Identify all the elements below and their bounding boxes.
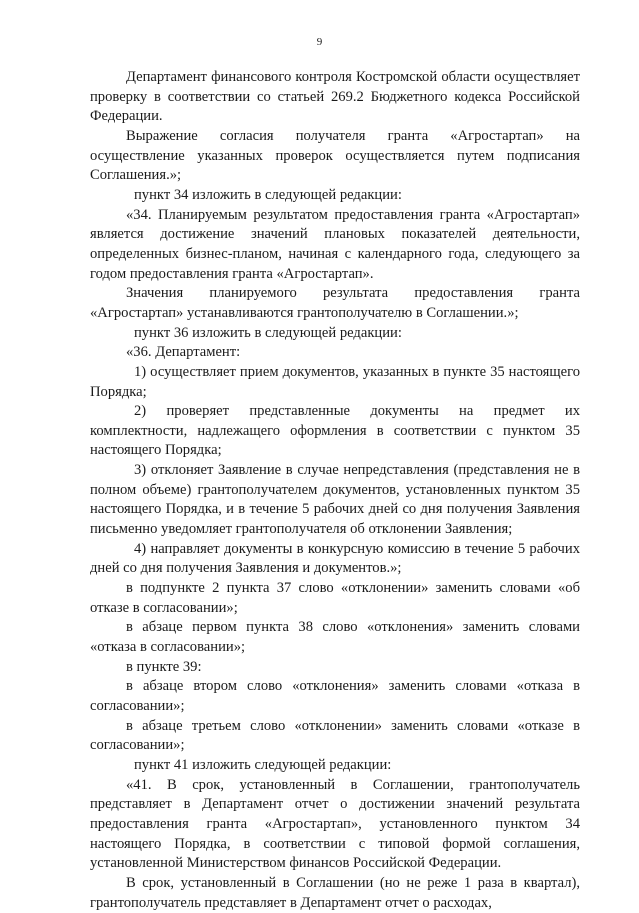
paragraph: 3) отклоняет Заявление в случае непредставления (представления не в полном объеме) грантополучателем документов, установленных пунктом 35 настоящего Порядка, и в течение 5 рабочих дней со дня получения Заявления письменно уведомляет грантополучателя об отклонении Заявления; bbox=[90, 462, 580, 538]
document-body bbox=[90, 68, 580, 913]
paragraph: «34. Планируемым результатом предоставления гранта «Агростартап» является достижение значений плановых показателей деятельности, определенных бизнес-планом, начиная с календарного года, следующего за годом предоставления гранта «Агростартап». bbox=[90, 206, 580, 282]
paragraph: 1) осуществляет прием документов, указанных в пункте 35 настоящего Порядка; bbox=[90, 363, 580, 400]
paragraph: пункт 34 изложить в следующей редакции: bbox=[134, 186, 402, 203]
paragraph: в абзаце третьем слово «отклонении» заменить словами «отказе в согласовании»; bbox=[90, 717, 580, 754]
paragraph: в абзаце первом пункта 38 слово «отклонения» заменить словами «отказа в согласовании»; bbox=[90, 619, 580, 656]
paragraph: в подпункте 2 пункта 37 слово «отклонении» заменить словами «об отказе в согласовании»; bbox=[90, 580, 580, 616]
page-number: 9 bbox=[316, 36, 323, 48]
paragraph: пункт 41 изложить следующей редакции: bbox=[134, 756, 392, 773]
paragraph: в абзаце втором слово «отклонения» заменить словами «отказа в согласовании»; bbox=[90, 678, 580, 714]
paragraph: «36. Департамент: bbox=[126, 344, 241, 361]
paragraph: Выражение согласия получателя гранта «Агростартап» на осуществление указанных проверок осуществляется путем подписания Соглашения.»; bbox=[90, 127, 580, 184]
paragraph: Значения планируемого результата предоставления гранта «Агростартап» устанавливаются грантополучателю в Соглашении.»; bbox=[90, 285, 580, 321]
paragraph: Департамент финансового контроля Костромской области осуществляет проверку в соответствии со статьей 269.2 Бюджетного кодекса Российской Федерации. bbox=[90, 69, 580, 125]
paragraph: пункт 36 изложить в следующей редакции: bbox=[134, 324, 402, 341]
paragraph: 2) проверяет представленные документы на предмет их комплектности, надлежащего оформления в соответствии с пунктом 35 настоящего Порядка; bbox=[90, 403, 580, 459]
paragraph: 4) направляет документы в конкурсную комиссию в течение 5 рабочих дней со дня получения Заявления и документов.»; bbox=[90, 540, 580, 577]
paragraph: «41. В срок, установленный в Соглашении, грантополучатель представляет в Департамент отчет о достижении значений результата предоставления гранта «Агростартап», установленного пунктом 34 настоящего Порядка, в соответствии с типовой формой соглашения, установленной Министерством финансов Российской Федерации. bbox=[90, 776, 580, 872]
paragraph: В срок, установленный в Соглашении (но не реже 1 раза в квартал), грантополучатель представляет в Департамент отчет о расходах, bbox=[90, 874, 580, 911]
paragraph: в пункте 39: bbox=[126, 658, 202, 675]
